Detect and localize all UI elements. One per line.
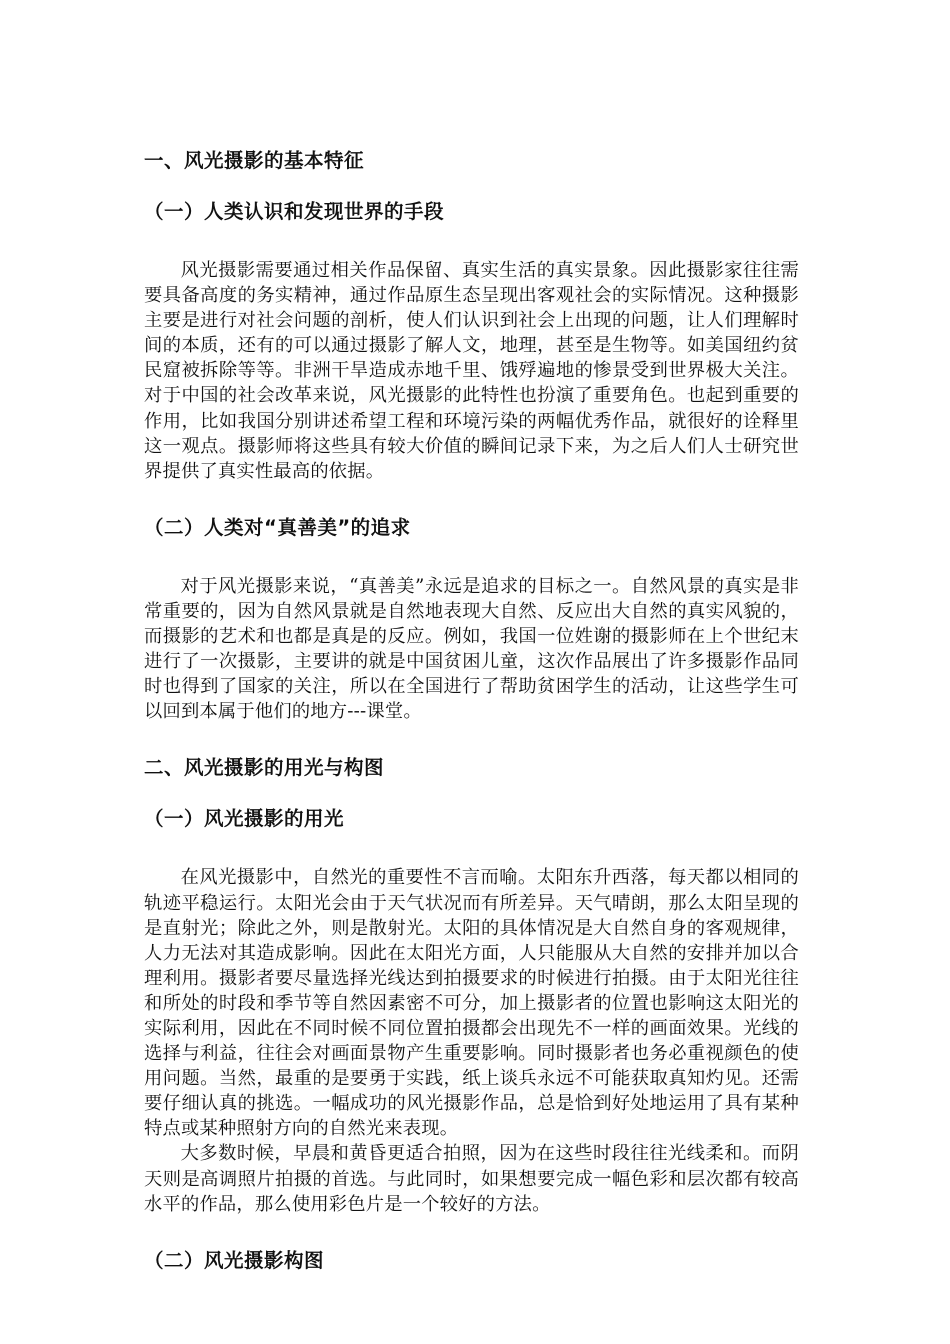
subsection-heading: （一）人类认识和发现世界的手段 xyxy=(144,200,445,223)
body-paragraph: 对于风光摄影来说，“真善美”永远是追求的目标之一。自然风景的真实是非常重要的，因为自然风景就是自然地表现大自然、反应出大自然的真实风貌的，而摄影的艺术和也都是真是的反应。例如，我国一位姓谢的摄影师在上个世纪末进行了一次摄影，主要讲的就是中国贫困儿童，这次作品展出了许多摄影作品同时也得到了国家的关注，所以在全国进行了帮助贫困学生的活动，让这些学生可以回到本属于他们的地方---课堂。 xyxy=(144,575,799,723)
body-paragraph: 风光摄影需要通过相关作品保留、真实生活的真实景象。因此摄影家往往需要具备高度的务实精神，通过作品原生态呈现出客观社会的实际情况。这种摄影主要是进行对社会问题的剖析，使人们认识到社会上出现的问题，让人们理解时间的本质，还有的可以通过摄影了解人文，地理，甚至是生物等。如美国纽约贫民窟被拆除等等。非洲干旱造成赤地千里、饿殍遍地的惨景受到世界极大关注。对于中国的社会改革来说，风光摄影的此特性也扮演了重要角色。也起到重要的作用，比如我国分别讲述希望工程和环境污染的两幅优秀作品，就很好的诠释里这一观点。摄影师将这些具有较大价值的瞬间记录下来，为之后人们人士研究世界提供了真实性最高的依据。 xyxy=(144,260,799,482)
document-page xyxy=(144,147,799,1275)
body-paragraph: 大多数时候，早晨和黄昏更适合拍照，因为在这些时段往往光线柔和。而阴天则是高调照片拍摄的首选。与此同时，如果想要完成一幅色彩和层次都有较高水平的作品，那么使用彩色片是一个较好的方法。 xyxy=(144,1143,799,1215)
body-paragraph: 在风光摄影中，自然光的重要性不言而喻。太阳东升西落，每天都以相同的轨迹平稳运行。太阳光会由于天气状况而有所差异。天气晴朗，那么太阳呈现的是直射光；除此之外，则是散射光。太阳的具体情况是大自然自身的客观规律，人力无法对其造成影响。因此在太阳光方面，人只能服从大自然的安排并加以合理利用。摄影者要尽量选择光线达到拍摄要求的时候进行拍摄。由于太阳光往往和所处的时段和季节等自然因素密不可分，加上摄影者的位置也影响这太阳光的实际利用，因此在不同时候不同位置拍摄都会出现先不一样的画面效果。光线的选择与利益，往往会对画面景物产生重要影响。同时摄影者也务必重视颜色的使用问题。当然，最重的是要勇于实践，纸上谈兵永远不可能获取真知灼见。还需要仔细认真的挑选。一幅成功的风光摄影作品，总是恰到好处地运用了具有某种特点或某种照射方向的自然光来表现。 xyxy=(144,867,799,1140)
section-heading: 二、风光摄影的用光与构图 xyxy=(144,756,385,780)
section-heading: 一、风光摄影的基本特征 xyxy=(144,149,365,172)
subsection-heading: （二）人类对“真善美”的追求 xyxy=(144,515,411,539)
subsection-heading: （一）风光摄影的用光 xyxy=(144,807,345,831)
subsection-heading: （二）风光摄影构图 xyxy=(144,1248,325,1272)
